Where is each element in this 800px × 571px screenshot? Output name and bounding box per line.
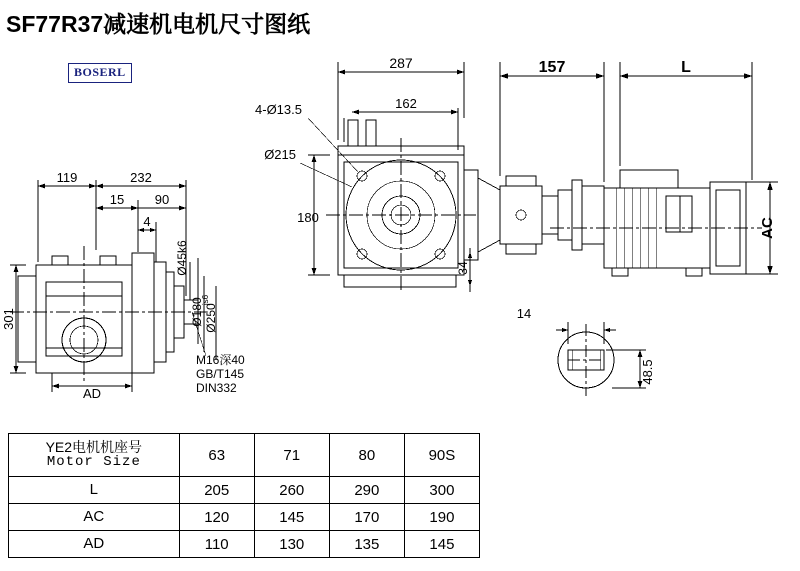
dim-d215: Ø215 xyxy=(264,147,296,162)
dim-d250: Ø250 xyxy=(204,303,218,333)
table-cell: 145 xyxy=(254,504,329,531)
dim-180-height: 180 xyxy=(297,210,319,225)
dim-119: 119 xyxy=(56,170,78,185)
table-cell: 170 xyxy=(329,504,404,531)
table-row-label: AC xyxy=(9,504,180,531)
dim-301: 301 xyxy=(1,308,16,330)
note-din332: DIN332 xyxy=(196,381,237,395)
table-row-label: L xyxy=(9,477,180,504)
table-header-label xyxy=(9,434,180,477)
dim-d180: Ø180 xyxy=(190,297,204,327)
page-title: SF77R37减速机电机尺寸图纸 xyxy=(6,11,311,37)
dim-ad-left: AD xyxy=(82,386,102,401)
table-cell: 90S xyxy=(404,434,479,477)
dim-L: L xyxy=(681,59,691,76)
brand-logo: BOSERL xyxy=(68,63,132,83)
table-row xyxy=(9,477,480,504)
dim-48-5: 48.5 xyxy=(640,359,655,385)
table-row xyxy=(9,531,480,558)
note-gbt145: GB/T145 xyxy=(196,367,245,381)
table-cell: 300 xyxy=(404,477,479,504)
table-cell: 71 xyxy=(254,434,329,477)
dim-232: 232 xyxy=(130,170,152,185)
table-header-label-cn: YE2电机机座号 xyxy=(45,439,143,456)
dim-287: 287 xyxy=(389,55,413,71)
table-cell: 135 xyxy=(329,531,404,558)
table-cell: 205 xyxy=(179,477,254,504)
dim-4: 4 xyxy=(143,214,151,229)
table-cell: 110 xyxy=(179,531,254,558)
table-cell: 145 xyxy=(404,531,479,558)
table-row-label: AD xyxy=(9,531,180,558)
table-row-header xyxy=(9,434,480,477)
dim-AC: AC xyxy=(759,217,776,239)
dim-d180-tol: js6 xyxy=(201,294,210,306)
dim-d45k6: Ø45k6 xyxy=(175,240,189,276)
dim-162: 162 xyxy=(395,96,417,111)
table-cell: 80 xyxy=(329,434,404,477)
motor-size-table xyxy=(8,433,480,558)
dim-90: 90 xyxy=(154,192,170,207)
dim-15: 15 xyxy=(109,192,125,207)
table-cell: 290 xyxy=(329,477,404,504)
dim-157: 157 xyxy=(538,59,566,76)
table-row xyxy=(9,504,480,531)
table-cell: 63 xyxy=(179,434,254,477)
table-cell: 120 xyxy=(179,504,254,531)
dim-4x13-5: 4-Ø13.5 xyxy=(255,102,302,117)
dim-14: 14 xyxy=(516,306,532,321)
dim-34: 34 xyxy=(456,261,470,275)
table-header-label-en: Motor Size xyxy=(46,454,141,470)
note-m16: M16深40 xyxy=(196,353,245,367)
table-cell: 130 xyxy=(254,531,329,558)
table-cell: 260 xyxy=(254,477,329,504)
table-cell: 190 xyxy=(404,504,479,531)
